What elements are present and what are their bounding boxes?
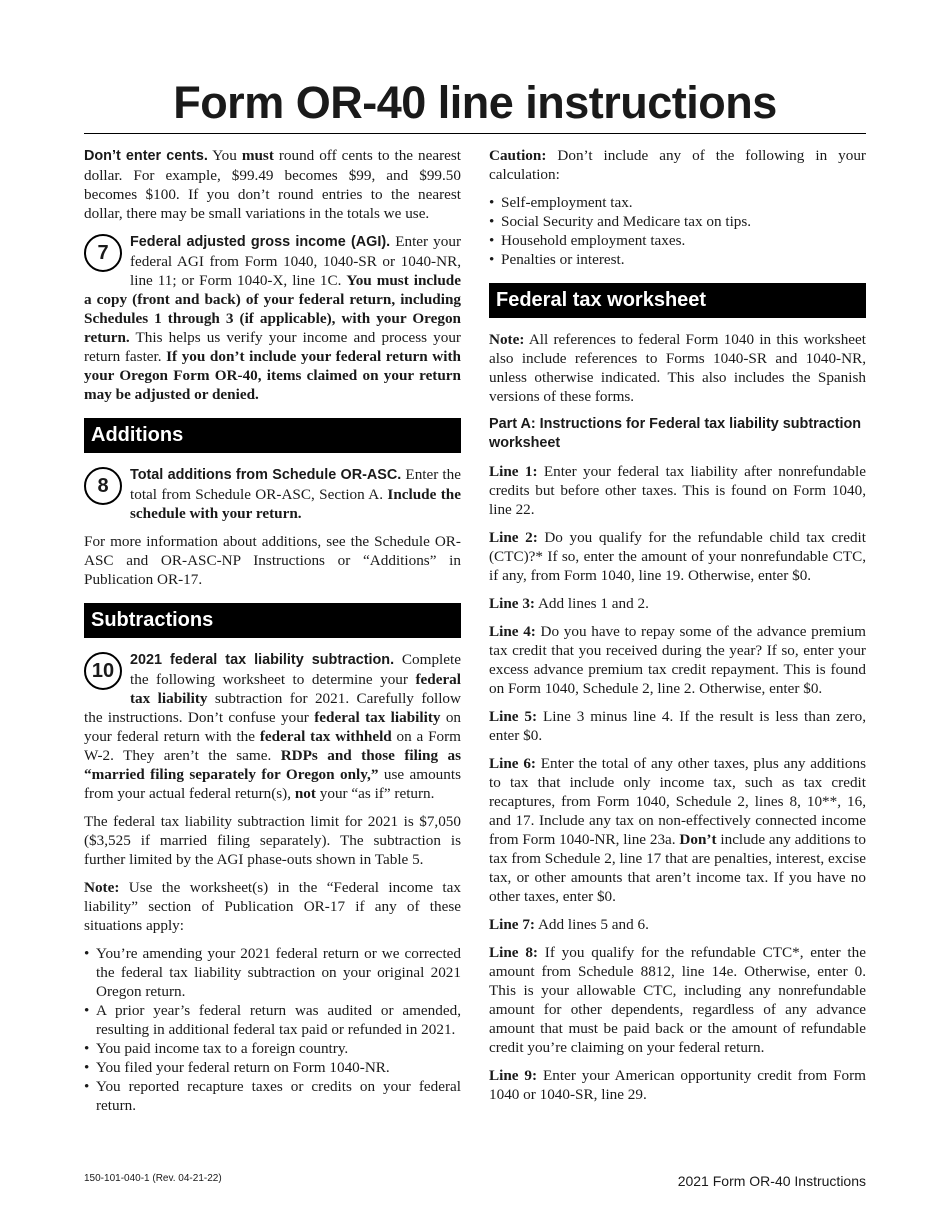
- list-item: • Household employment taxes.: [489, 231, 866, 250]
- line-7-number-badge: 7: [84, 234, 122, 272]
- list-item: • A prior year’s federal return was audited or amended, resulting in additional federal tax paid or refunded in 2021.: [84, 1001, 461, 1039]
- subtraction-limit-text: The federal tax liability subtraction limit for 2021 is $7,050 ($3,525 if married filing separately). The subtraction is further limited by the AGI phase-outs shown in Table 5.: [84, 813, 461, 868]
- list-item: • You’re amending your 2021 federal return or we corrected the federal tax liability subtraction on your original 2021 Oregon return.: [84, 944, 461, 1001]
- intro-paragraph: Don’t enter cents. You must round off cents to the nearest dollar. For example, $99.49 becomes $99, and $99.50 becomes $100. If you don’t round entries to the nearest dollar, there may be small variations in the totals we use.: [84, 147, 461, 222]
- line-8-text: Total additions from Schedule OR-ASC. Enter the total from Schedule OR-ASC, Section A. Include the schedule with your return.: [130, 466, 461, 522]
- title-rule: [84, 133, 866, 134]
- page-title: Form OR-40 line instructions: [173, 77, 777, 128]
- left-column: [84, 146, 461, 1124]
- list-item: • You paid income tax to a foreign country.: [84, 1039, 461, 1058]
- line-10-number-badge: 10: [84, 652, 122, 690]
- note-paragraph: Note: Use the worksheet(s) in the “Federal income tax liability” section of Publication OR-17 if any of these situations apply:: [84, 879, 461, 934]
- line-10-item: [84, 650, 461, 803]
- right-column: [489, 146, 866, 1113]
- worksheet-line-7: Line 7: Add lines 5 and 6.: [489, 916, 649, 933]
- list-item: • You reported recapture taxes or credits on your federal return.: [84, 1077, 461, 1115]
- line-8-number-badge: 8: [84, 467, 122, 505]
- worksheet-line-8: Line 8: If you qualify for the refundable CTC*, enter the amount from Schedule 8812, line 14e. Otherwise, enter 0. This is your allowable CTC, including any nonrefundable amount for other dependents, regardless of any advance amount that must be paid back or the amount of refundable credit you’re claiming on your federal return.: [489, 944, 866, 1056]
- list-item: • Penalties or interest.: [489, 250, 866, 269]
- list-item: • Self-employment tax.: [489, 193, 866, 212]
- list-item: • Social Security and Medicare tax on tips.: [489, 212, 866, 231]
- part-a-heading: Part A: Instructions for Federal tax liability subtraction worksheet: [489, 416, 862, 451]
- worksheet-line-9: Line 9: Enter your American opportunity credit from Form 1040 or 1040-SR, line 29.: [489, 1067, 866, 1103]
- additions-heading: Additions: [84, 418, 461, 453]
- list-item: • You filed your federal return on Form 1040-NR.: [84, 1058, 461, 1077]
- worksheet-line-4: Line 4: Do you have to repay some of the advance premium tax credit that you received during the year? If so, enter your excess advance premium tax credit repayment. This is found on Form 1040, Schedule 2, line 2. Otherwise, enter $0.: [489, 623, 866, 697]
- note-bullet-list: [84, 944, 461, 1115]
- worksheet-line-2: Line 2: Do you qualify for the refundable child tax credit (CTC)?* If so, enter the amount of your nonrefundable CTC, if any, from Form 1040, line 19. Otherwise, enter $0.: [489, 529, 866, 584]
- additions-more-info: For more information about additions, see the Schedule OR-ASC and OR-ASC-NP Instructions or “Additions” in Publication OR-17.: [84, 533, 461, 588]
- caution-paragraph: Caution: Don’t include any of the following in your calculation:: [489, 147, 866, 183]
- line-7-text: Federal adjusted gross income (AGI). Enter your federal AGI from Form 1040, 1040-SR or 1040-NR, line 11; or Form 1040-X, line 1C. You must include a copy (front and back) of your federal return, including Schedules 1 through 3 (if applicable), with your Oregon return. This helps us verify your income and process your return faster. If you don’t include your federal return with your Oregon Form OR-40, items claimed on your return may be adjusted or denied.: [84, 233, 462, 403]
- footer-document-title: 2021 Form OR-40 Instructions: [677, 1173, 866, 1189]
- worksheet-line-1: Line 1: Enter your federal tax liability after nonrefundable credits but before other taxes. This is found on Form 1040, line 22.: [489, 463, 866, 518]
- federal-tax-worksheet-heading: Federal tax worksheet: [489, 283, 866, 318]
- caution-bullet-list: [489, 193, 866, 269]
- subtractions-heading: Subtractions: [84, 603, 461, 638]
- worksheet-line-3: Line 3: Add lines 1 and 2.: [489, 595, 649, 612]
- line-10-text: 2021 federal tax liability subtraction. Complete the following worksheet to determine your federal tax liability subtraction for 2021. Carefully follow the instructions. Don’t confuse your federal tax liability on your federal return with the federal tax withheld on a Form W-2. They aren’t the same. RDPs and those filing as “married filing separately for Oregon only,” use amounts from your actual federal return(s), not your “as if” return.: [84, 651, 462, 802]
- worksheet-line-6: Line 6: Enter the total of any other taxes, plus any additions to tax that include only income tax, such as tax credit recaptures, from Form 1040, Schedule 2, lines 8, 10**, 16, and 17. Include any tax on non-effectively connected income from Form 1040-NR, line 23a. Don’t include any additions to tax from Schedule 2, line 17 that are penalties, interest, excise tax, or other amounts that aren’t income tax. If you have no other taxes, enter $0.: [489, 755, 866, 905]
- form-code: 150-101-040-1 (Rev. 04-21-22): [84, 1173, 222, 1184]
- line-7-item: [84, 232, 461, 404]
- worksheet-note: Note: All references to federal Form 1040 in this worksheet also include references to Forms 1040-SR and 1040-NR, unless otherwise indicated. This also includes the Spanish versions of these forms.: [489, 331, 866, 405]
- worksheet-line-5: Line 5: Line 3 minus line 4. If the result is less than zero, enter $0.: [489, 708, 866, 744]
- line-8-item: [84, 465, 461, 523]
